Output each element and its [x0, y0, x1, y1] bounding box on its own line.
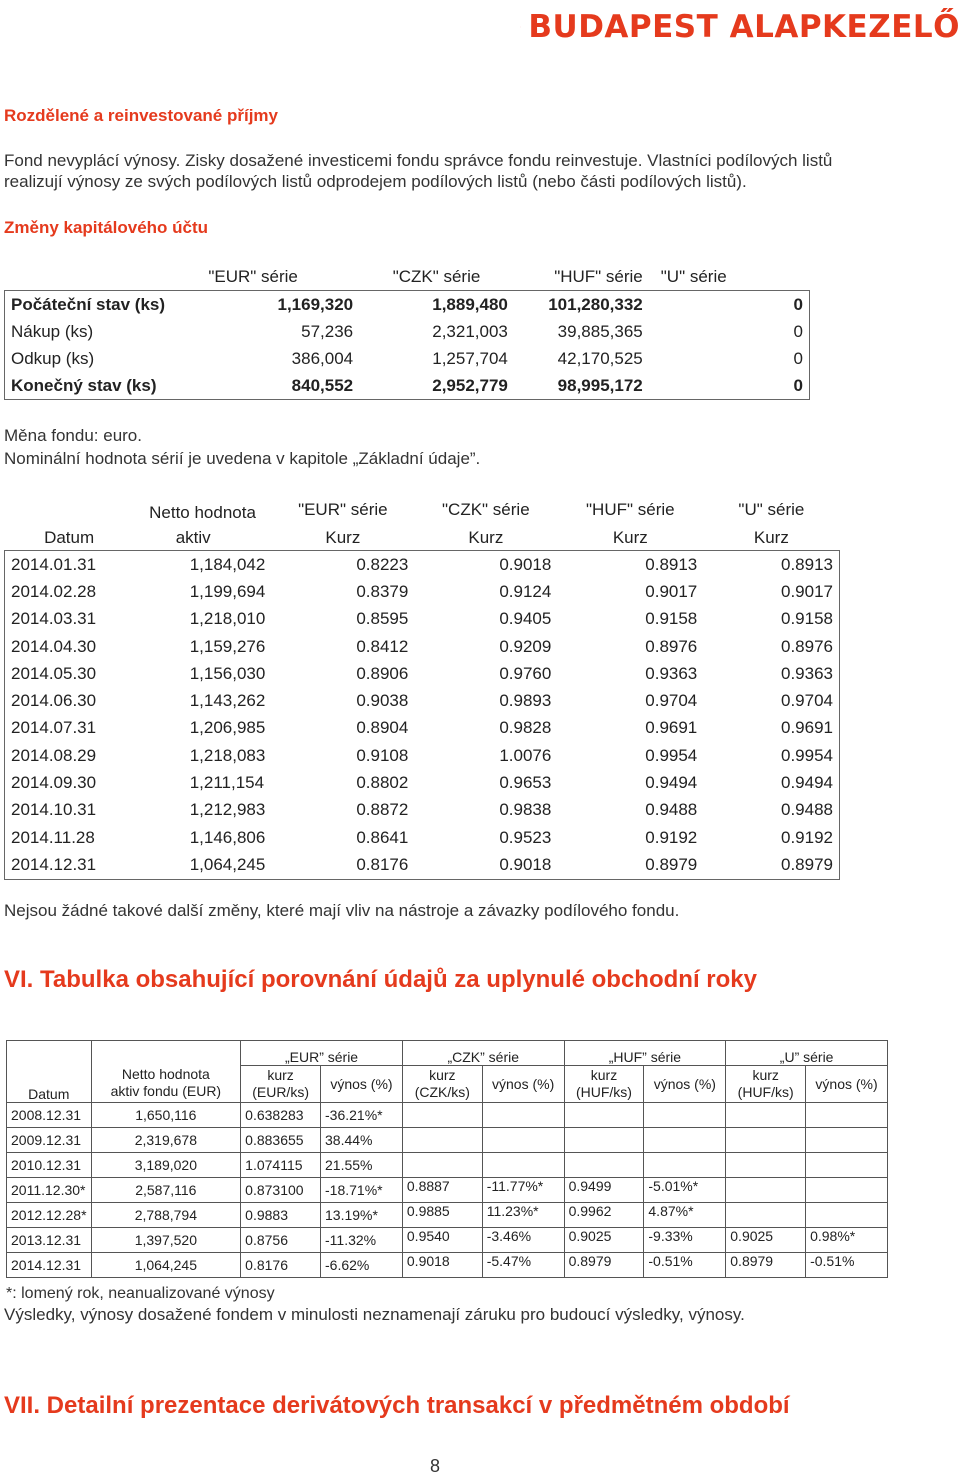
yearly-head-eur-kurz — [241, 1066, 321, 1103]
capital-cell: 39,885,365 — [514, 318, 649, 345]
table-row — [7, 1203, 888, 1228]
value-cell: -18.71%* — [321, 1178, 403, 1203]
capital-cell: 98,995,172 — [514, 372, 649, 400]
value-cell: 11.23%* — [482, 1203, 564, 1228]
capital-cell: 1,889,480 — [359, 291, 514, 319]
value-cell: 1,206,985 — [134, 715, 272, 742]
value-cell: 1,184,042 — [134, 551, 272, 579]
value-cell: 0.8176 — [271, 851, 414, 879]
value-cell: 2,587,116 — [91, 1178, 241, 1203]
yearly-head-u: „U” série — [726, 1041, 888, 1066]
value-cell — [644, 1103, 726, 1128]
value-cell: 0.9192 — [557, 824, 703, 851]
value-cell: 0.8756 — [241, 1228, 321, 1253]
table-row — [5, 715, 840, 742]
value-cell: 0.9192 — [703, 824, 839, 851]
monthly-head-kurz: Kurz — [271, 525, 414, 551]
date-cell: 2011.12.30* — [7, 1178, 92, 1203]
table-row — [7, 1153, 888, 1178]
value-cell: 0.9893 — [414, 687, 557, 714]
value-cell: 1,218,010 — [134, 606, 272, 633]
value-cell: 0.873100 — [241, 1178, 321, 1203]
capital-cell: 0 — [649, 291, 810, 319]
kurz-label: kurz — [429, 1067, 455, 1083]
capital-cell: 42,170,525 — [514, 345, 649, 372]
value-cell: -9.33% — [644, 1228, 726, 1253]
value-cell: 1,218,083 — [134, 742, 272, 769]
value-cell: 1,064,245 — [134, 851, 272, 879]
value-cell: 0.8595 — [271, 606, 414, 633]
value-cell: 0.9158 — [703, 606, 839, 633]
date-cell: 2014.11.28 — [5, 824, 134, 851]
monthly-head-nav1: Netto hodnota — [134, 494, 272, 525]
value-cell: 0.9523 — [414, 824, 557, 851]
value-cell: 0.8913 — [557, 551, 703, 579]
table-row — [7, 1228, 888, 1253]
value-cell: 4.87%* — [644, 1203, 726, 1228]
unit-label: (CZK/ks) — [415, 1084, 470, 1100]
value-cell: 0.8223 — [271, 551, 414, 579]
value-cell: -11.77%* — [482, 1178, 564, 1203]
value-cell — [726, 1203, 806, 1228]
value-cell: 0.8976 — [557, 633, 703, 660]
value-cell: 0.9038 — [271, 687, 414, 714]
capital-col-huf: "HUF" série — [514, 264, 649, 291]
unit-label: (HUF/ks) — [738, 1084, 794, 1100]
value-cell: 1.0076 — [414, 742, 557, 769]
value-cell: 0.9691 — [557, 715, 703, 742]
date-cell: 2013.12.31 — [7, 1228, 92, 1253]
capital-col-eur: "EUR" série — [204, 264, 359, 291]
capital-col-czk: "CZK" série — [359, 264, 514, 291]
yearly-footnote: *: lomený rok, neanualizované výnosy — [6, 1283, 275, 1304]
table-row — [7, 1128, 888, 1153]
unit-label: (HUF/ks) — [576, 1084, 632, 1100]
value-cell: 1,199,694 — [134, 578, 272, 605]
value-cell: 0.9828 — [414, 715, 557, 742]
unit-label: (EUR/ks) — [252, 1084, 309, 1100]
capital-row-label: Odkup (ks) — [5, 345, 205, 372]
monthly-head-kurz: Kurz — [703, 525, 839, 551]
capital-cell: 2,952,779 — [359, 372, 514, 400]
value-cell: 1,143,262 — [134, 687, 272, 714]
date-cell: 2014.02.28 — [5, 578, 134, 605]
value-cell — [806, 1178, 888, 1203]
table-row — [5, 660, 840, 687]
income-heading: Rozdělené a reinvestované příjmy — [4, 106, 278, 126]
date-cell: 2009.12.31 — [7, 1128, 92, 1153]
brand-logo — [520, 4, 960, 50]
table-row — [7, 1103, 888, 1128]
value-cell: 1,156,030 — [134, 660, 272, 687]
yearly-comparison-table — [6, 1040, 888, 1278]
capital-table — [4, 264, 810, 400]
value-cell: 0.9018 — [414, 851, 557, 879]
value-cell — [482, 1128, 564, 1153]
value-cell — [806, 1103, 888, 1128]
value-cell: 0.9108 — [271, 742, 414, 769]
value-cell: 0.9017 — [703, 578, 839, 605]
value-cell: 0.9209 — [414, 633, 557, 660]
value-cell: -36.21%* — [321, 1103, 403, 1128]
value-cell: 0.9018 — [414, 551, 557, 579]
value-cell: 0.9017 — [557, 578, 703, 605]
date-cell: 2014.01.31 — [5, 551, 134, 579]
value-cell: 1,212,983 — [134, 797, 272, 824]
yearly-head-czk: „CZK” série — [402, 1041, 564, 1066]
income-text: Fond nevyplácí výnosy. Zisky dosažené investicemi fondu správce fondu reinvestuje. Vlastníci podílových listů realizují výnosy ze svých podílových listů odprodejem podílových listů (nebo části podílových listů). — [4, 150, 884, 192]
capital-cell: 0 — [649, 345, 810, 372]
section-vi-heading: VI. Tabulka obsahující porovnání údajů za uplynulé obchodní roky — [4, 966, 757, 994]
date-cell: 2014.04.30 — [5, 633, 134, 660]
table-row — [5, 687, 840, 714]
table-row — [7, 1253, 888, 1278]
value-cell: 0.9883 — [241, 1203, 321, 1228]
value-cell — [726, 1128, 806, 1153]
nominal-note: Nominální hodnota sérií je uvedena v kapitole „Základní údaje”. — [4, 448, 480, 469]
yearly-head-czk-kurz — [402, 1066, 482, 1103]
value-cell: 0.9885 — [402, 1203, 482, 1228]
value-cell: 0.9494 — [703, 769, 839, 796]
value-cell: 0.9653 — [414, 769, 557, 796]
monthly-head-u: "U" série — [703, 494, 839, 525]
value-cell: 1,211,154 — [134, 769, 272, 796]
value-cell: 0.9025 — [564, 1228, 644, 1253]
value-cell: 2,319,678 — [91, 1128, 241, 1153]
value-cell: 21.55% — [321, 1153, 403, 1178]
value-cell: 0.8979 — [726, 1253, 806, 1278]
table-row — [5, 742, 840, 769]
kurz-label: kurz — [591, 1067, 617, 1083]
value-cell: 0.8412 — [271, 633, 414, 660]
value-cell: 0.98%* — [806, 1228, 888, 1253]
value-cell: 0.8641 — [271, 824, 414, 851]
value-cell — [402, 1103, 482, 1128]
yearly-head-vynos: výnos (%) — [806, 1066, 888, 1103]
capital-cell: 0 — [649, 318, 810, 345]
yearly-head-nav1: Netto hodnota — [122, 1066, 210, 1082]
value-cell — [806, 1203, 888, 1228]
no-changes-note: Nejsou žádné takové další změny, které mají vliv na nástroje a závazky podílového fondu. — [4, 900, 679, 921]
date-cell: 2012.12.28* — [7, 1203, 92, 1228]
value-cell: 0.9363 — [557, 660, 703, 687]
value-cell: 0.9405 — [414, 606, 557, 633]
date-cell: 2014.09.30 — [5, 769, 134, 796]
value-cell: 0.8979 — [564, 1253, 644, 1278]
value-cell: 13.19%* — [321, 1203, 403, 1228]
value-cell: 1.074115 — [241, 1153, 321, 1178]
value-cell: 0.8979 — [703, 851, 839, 879]
yearly-head-nav2: aktiv fondu (EUR) — [111, 1083, 221, 1099]
value-cell: 1,650,116 — [91, 1103, 241, 1128]
capital-row-label: Konečný stav (ks) — [5, 372, 205, 400]
date-cell: 2014.10.31 — [5, 797, 134, 824]
value-cell: 0.9704 — [703, 687, 839, 714]
yearly-head-vynos: výnos (%) — [321, 1066, 403, 1103]
value-cell — [564, 1128, 644, 1153]
capital-heading: Změny kapitálového účtu — [4, 218, 208, 238]
value-cell: 0.9158 — [557, 606, 703, 633]
date-cell: 2014.12.31 — [5, 851, 134, 879]
value-cell: 0.9760 — [414, 660, 557, 687]
value-cell: 0.8906 — [271, 660, 414, 687]
monthly-head-datum: Datum — [5, 525, 134, 551]
value-cell — [482, 1153, 564, 1178]
date-cell: 2014.05.30 — [5, 660, 134, 687]
capital-col-u: "U" série — [649, 264, 810, 291]
disclaimer: Výsledky, výnosy dosažené fondem v minulosti neznamenají záruku pro budoucí výsledky, výnosy. — [4, 1304, 745, 1325]
value-cell: 0.9499 — [564, 1178, 644, 1203]
value-cell: 0.638283 — [241, 1103, 321, 1128]
value-cell: 0.9488 — [557, 797, 703, 824]
date-cell: 2014.03.31 — [5, 606, 134, 633]
capital-cell: 840,552 — [204, 372, 359, 400]
capital-cell: 1,257,704 — [359, 345, 514, 372]
value-cell — [806, 1128, 888, 1153]
value-cell: 0.8887 — [402, 1178, 482, 1203]
section-vii-heading: VII. Detailní prezentace derivátových transakcí v předmětném období — [4, 1392, 790, 1420]
yearly-head-u-kurz — [726, 1066, 806, 1103]
value-cell: -3.46% — [482, 1228, 564, 1253]
value-cell: -5.47% — [482, 1253, 564, 1278]
value-cell — [726, 1178, 806, 1203]
value-cell: -5.01%* — [644, 1178, 726, 1203]
value-cell — [726, 1103, 806, 1128]
value-cell — [402, 1153, 482, 1178]
value-cell: -11.32% — [321, 1228, 403, 1253]
value-cell: 0.9540 — [402, 1228, 482, 1253]
table-row — [5, 551, 840, 579]
table-row — [5, 578, 840, 605]
capital-cell: 1,169,320 — [204, 291, 359, 319]
value-cell: 0.8904 — [271, 715, 414, 742]
value-cell: 0.9962 — [564, 1203, 644, 1228]
value-cell: 0.8976 — [703, 633, 839, 660]
value-cell: 0.9018 — [402, 1253, 482, 1278]
yearly-head-vynos: výnos (%) — [482, 1066, 564, 1103]
value-cell: 0.9494 — [557, 769, 703, 796]
monthly-head-kurz: Kurz — [414, 525, 557, 551]
value-cell: 0.9954 — [557, 742, 703, 769]
value-cell: 0.9838 — [414, 797, 557, 824]
capital-cell: 386,004 — [204, 345, 359, 372]
value-cell: 1,159,276 — [134, 633, 272, 660]
page-number: 8 — [430, 1456, 440, 1477]
value-cell: 0.9124 — [414, 578, 557, 605]
brand-name: BUDAPEST ALAPKEZELŐ — [528, 9, 960, 45]
monthly-head-czk: "CZK" série — [414, 494, 557, 525]
yearly-head-huf: „HUF” série — [564, 1041, 726, 1066]
monthly-nav-table — [4, 494, 840, 880]
yearly-head-nav — [91, 1041, 241, 1103]
monthly-head-huf: "HUF" série — [557, 494, 703, 525]
monthly-head-kurz: Kurz — [557, 525, 703, 551]
value-cell: 0.9704 — [557, 687, 703, 714]
table-row — [5, 851, 840, 879]
value-cell: 0.9363 — [703, 660, 839, 687]
value-cell: 1,064,245 — [91, 1253, 241, 1278]
value-cell: 0.8979 — [557, 851, 703, 879]
value-cell: 0.8872 — [271, 797, 414, 824]
yearly-head-vynos: výnos (%) — [644, 1066, 726, 1103]
kurz-label: kurz — [267, 1067, 293, 1083]
value-cell — [726, 1153, 806, 1178]
value-cell: 0.8176 — [241, 1253, 321, 1278]
yearly-head-huf-kurz — [564, 1066, 644, 1103]
table-row — [5, 633, 840, 660]
value-cell: -0.51% — [806, 1253, 888, 1278]
capital-cell: 57,236 — [204, 318, 359, 345]
currency-note: Měna fondu: euro. — [4, 425, 142, 446]
value-cell: 0.8379 — [271, 578, 414, 605]
value-cell: 0.8913 — [703, 551, 839, 579]
value-cell: 3,189,020 — [91, 1153, 241, 1178]
value-cell: 1,146,806 — [134, 824, 272, 851]
value-cell — [564, 1153, 644, 1178]
monthly-head-nav2: aktiv — [134, 525, 272, 551]
value-cell: -0.51% — [644, 1253, 726, 1278]
date-cell: 2010.12.31 — [7, 1153, 92, 1178]
monthly-head-eur: "EUR" série — [271, 494, 414, 525]
value-cell: 0.9488 — [703, 797, 839, 824]
value-cell — [564, 1103, 644, 1128]
value-cell: -6.62% — [321, 1253, 403, 1278]
table-row — [5, 797, 840, 824]
value-cell: 0.8802 — [271, 769, 414, 796]
value-cell: 1,397,520 — [91, 1228, 241, 1253]
date-cell: 2014.06.30 — [5, 687, 134, 714]
value-cell: 0.9025 — [726, 1228, 806, 1253]
capital-row-label: Počáteční stav (ks) — [5, 291, 205, 319]
yearly-head-eur: „EUR” série — [241, 1041, 403, 1066]
table-row — [5, 824, 840, 851]
value-cell: 0.9691 — [703, 715, 839, 742]
capital-cell: 0 — [649, 372, 810, 400]
value-cell — [806, 1153, 888, 1178]
value-cell: 0.9954 — [703, 742, 839, 769]
value-cell: 38.44% — [321, 1128, 403, 1153]
value-cell — [644, 1128, 726, 1153]
capital-cell: 101,280,332 — [514, 291, 649, 319]
value-cell: 0.883655 — [241, 1128, 321, 1153]
value-cell — [482, 1103, 564, 1128]
kurz-label: kurz — [752, 1067, 778, 1083]
capital-row-label: Nákup (ks) — [5, 318, 205, 345]
date-cell: 2014.08.29 — [5, 742, 134, 769]
date-cell: 2014.12.31 — [7, 1253, 92, 1278]
yearly-head-datum: Datum — [7, 1041, 92, 1103]
date-cell: 2014.07.31 — [5, 715, 134, 742]
value-cell — [644, 1153, 726, 1178]
table-row — [5, 606, 840, 633]
value-cell — [402, 1128, 482, 1153]
value-cell: 2,788,794 — [91, 1203, 241, 1228]
capital-cell: 2,321,003 — [359, 318, 514, 345]
date-cell: 2008.12.31 — [7, 1103, 92, 1128]
table-row — [5, 769, 840, 796]
table-row — [7, 1178, 888, 1203]
